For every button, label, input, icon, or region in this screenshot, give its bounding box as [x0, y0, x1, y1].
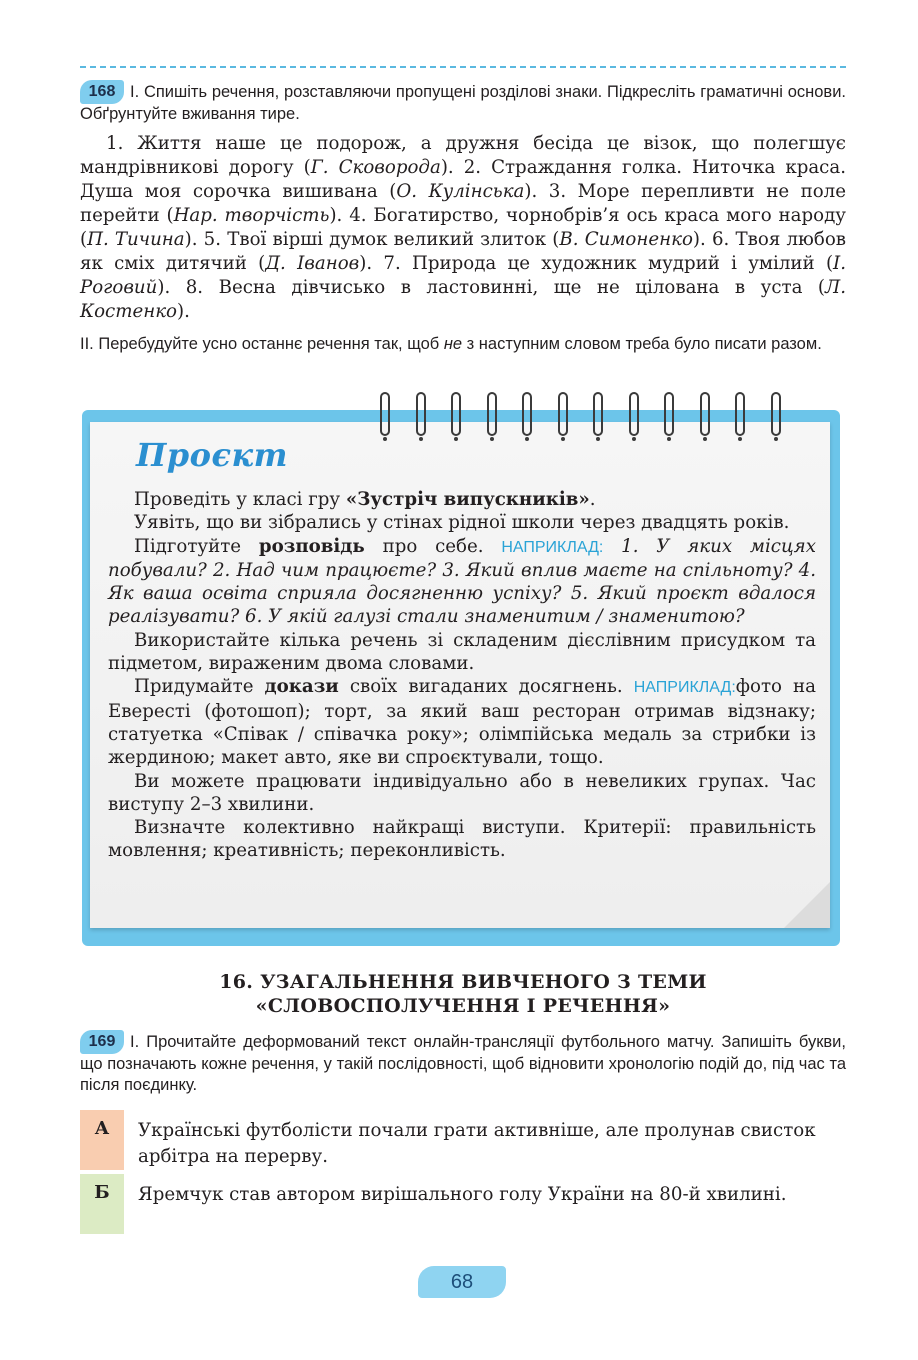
author: Нар. творчість [173, 205, 330, 226]
task-emphasis: не [443, 335, 463, 353]
option-text: Яремчук став автором вирішального голу України на 80-й хвилині. [138, 1184, 787, 1205]
author: Д. Іванов [265, 253, 360, 274]
exercise-168-task [80, 80, 846, 125]
sentence-text: 1. Життя наше це подорож, а дружня бесіда це візок, що полегшує мандрівникові дорогу ( [80, 133, 846, 178]
ring-icon [629, 392, 639, 436]
section-heading-line: 16. УЗАГАЛЬНЕННЯ ВИВЧЕНОГО З ТЕМИ [219, 971, 707, 993]
ring-icon [700, 392, 710, 436]
task-text: з наступним словом треба було писати разом. [462, 335, 822, 353]
option-row [80, 1174, 846, 1234]
project-paragraph [108, 535, 816, 629]
author: П. Тичина [87, 229, 185, 250]
text: Придумайте [134, 676, 265, 698]
top-dashed-rule [80, 66, 846, 68]
ring-icon [735, 392, 745, 436]
exercise-168-task-ii [80, 334, 846, 355]
sentence-text: ). [177, 301, 190, 322]
ring-icon [771, 392, 781, 436]
bold-text: розповідь [258, 535, 365, 557]
text: своїх вигаданих досягнень. [338, 676, 634, 698]
text: Проведіть у класі гру [134, 489, 346, 510]
sentence-text: ). 6. Твоя любов як сміх дитячий ( [80, 229, 847, 274]
text: . [589, 489, 596, 510]
section-heading [80, 970, 846, 1018]
text: про себе. [364, 535, 502, 557]
page-curl [784, 882, 830, 928]
author: О. Кулінська [396, 181, 525, 202]
project-text [108, 488, 816, 863]
option-row [80, 1110, 846, 1170]
ring-icon [522, 392, 532, 436]
ring-icon [380, 392, 390, 436]
sentence-text: ). 4. Богатирство, чорнобрів’я ось краса мого народу ( [80, 205, 846, 250]
project-paragraph: Уявіть, що ви зібрались у стінах рідної школи через двадцять років. [134, 512, 790, 534]
exercise-number-badge: 169 [80, 1030, 124, 1054]
example-label: НАПРИКЛАД: [501, 538, 604, 556]
ring-icon [558, 392, 568, 436]
option-letter: Б [80, 1174, 124, 1234]
sentence-text: ). 7. Природа це художник мудрий і умілий ( [359, 253, 834, 274]
project-paragraph [108, 675, 816, 769]
ring-icon [451, 392, 461, 436]
notebook-rings [372, 392, 792, 442]
task-text: І. Прочитайте деформований текст онлайн-трансляції футбольного матчу. Запишіть букви, що позначають кожне речення, у такій послідовності, щоб відновити хронологію подій до, під час та після поєдинку. [80, 1033, 846, 1094]
sentence-text: ). 8. Весна дівчисько в ластовинні, ще не цілована в уста ( [157, 277, 826, 298]
example-label: НАПРИКЛАД: [633, 679, 736, 697]
option-letter: А [80, 1110, 124, 1170]
author: Г. Сковорода [310, 157, 441, 178]
author: І. Роговий [80, 253, 847, 298]
task-text: ІІ. Перебудуйте усно останнє речення так, щоб [80, 335, 444, 353]
sentences-paragraph [80, 132, 846, 324]
text: фото на Евересті (фотошоп); торт, за який ваш ресторан отримав відзнаку; статуетка «Співак / співачка року»; олімпійська медаль за стрибки із жердиною; макет авто, яке ви спроєктували, тощо. [108, 676, 816, 769]
italic-text: 1. У яких місцях побували? 2. Над чим працюєте? 3. Який вплив маєте на спільноту? 4. Як ваша освіта сприяла досягненню успіху? 5. Який проєкт вдалося реалізувати? 6. У якій галузі стали знаменитим / знаменитою? [108, 535, 816, 628]
project-paragraph [108, 488, 816, 511]
section-heading-line: «СЛОВОСПОЛУЧЕННЯ І РЕЧЕННЯ» [255, 995, 671, 1017]
sentence-text: ). 2. Страждання голка. Ниточка краса. Душа моя сорочка вишивана ( [80, 157, 846, 202]
project-paragraph: Ви можете працювати індивідуально або в невеликих групах. Час виступу 2–3 хвилини. [108, 770, 816, 815]
bold-text: «Зустріч випускників» [345, 489, 590, 510]
ring-icon [487, 392, 497, 436]
author: Л. Костенко [80, 277, 846, 322]
project-paragraph: Використайте кілька речень зі складеним дієслівним присудком та підметом, вираженим двома словами. [108, 629, 816, 675]
sentence-text: ). 5. Твої вірші думок великий злиток ( [184, 229, 560, 250]
project-paragraph: Визначте колективно найкращі виступи. Критерії: правильність мовлення; креативність; переконливість. [108, 817, 816, 862]
task-text: І. Спишіть речення, розставляючи пропущені розділові знаки. Підкресліть граматичні основи. Обґрунтуйте вживання тире. [80, 83, 846, 123]
project-title: Проєкт [136, 436, 288, 474]
ring-icon [664, 392, 674, 436]
bold-text: докази [264, 676, 339, 698]
ring-icon [416, 392, 426, 436]
exercise-168-sentences [80, 132, 846, 324]
author: В. Симоненко [559, 229, 693, 250]
option-text: Українські футболісти почали грати активніше, але пролунав свисток арбітра на перерву. [138, 1120, 816, 1167]
ring-icon [593, 392, 603, 436]
exercise-number-badge: 168 [80, 80, 124, 104]
text: Підготуйте [134, 535, 259, 557]
page-number: 68 [418, 1266, 506, 1298]
exercise-169-task [80, 1030, 846, 1096]
sentence-text: ). 3. Море перепливти не поле перейти ( [80, 181, 846, 226]
